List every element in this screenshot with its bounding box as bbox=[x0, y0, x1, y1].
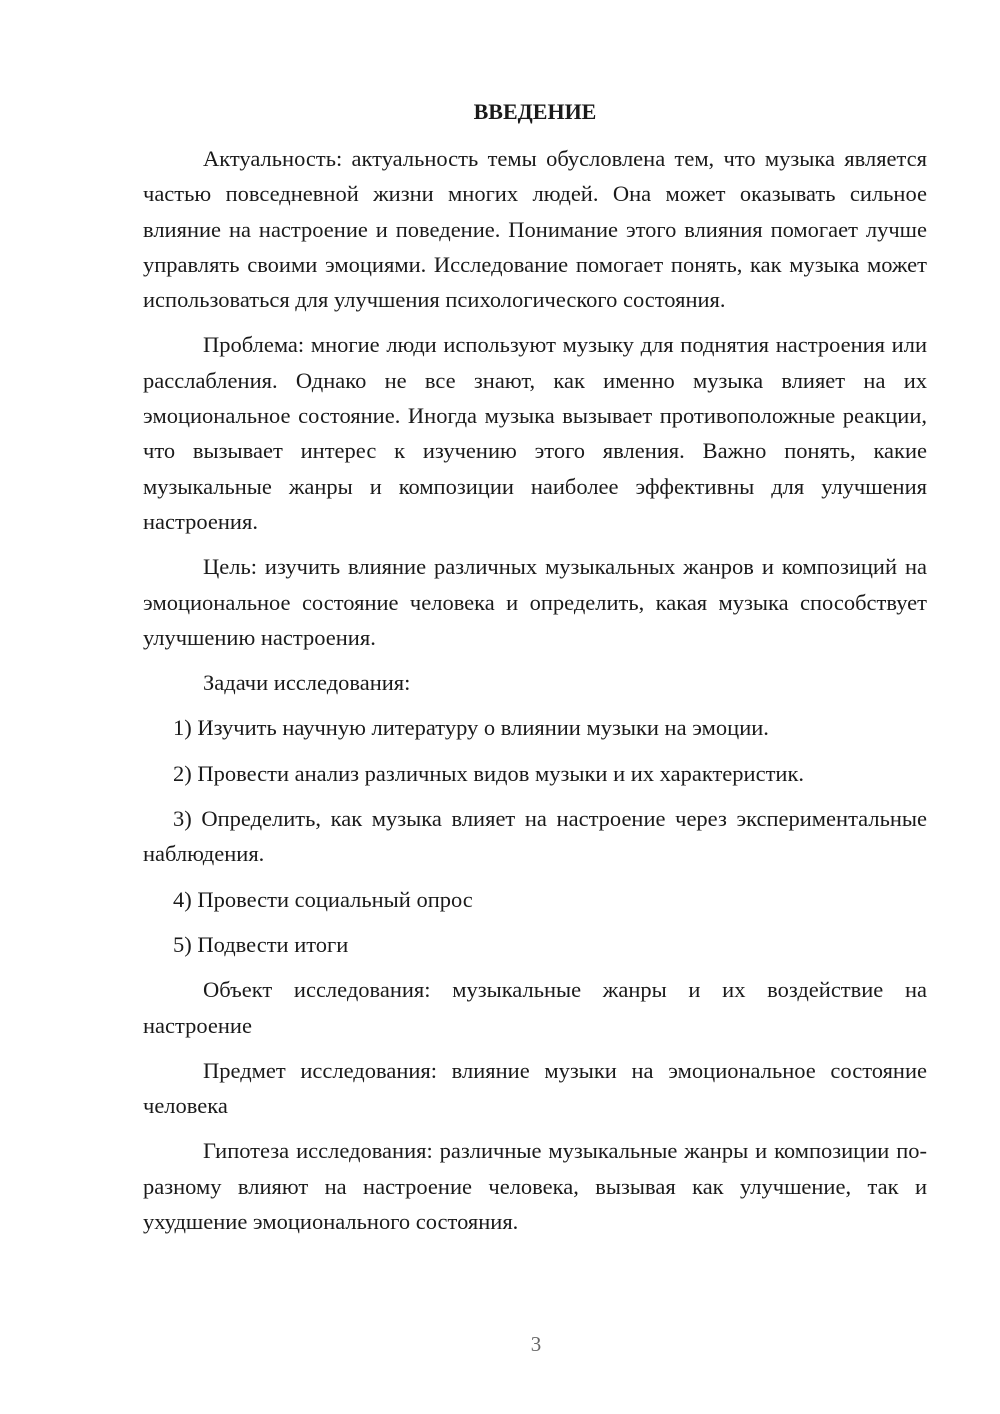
page-title: ВВЕДЕНИЕ bbox=[473, 99, 597, 124]
page-content bbox=[143, 94, 927, 1249]
task-item: 4) Провести социальный опрос bbox=[173, 886, 473, 912]
goal-paragraph: Цель: изучить влияние различных музыкальных жанров и композиций на эмоциональное состояние человека и определить, какая музыка способствует улучшению настроения. bbox=[143, 554, 927, 650]
task-item: 1) Изучить научную литературу о влиянии музыки на эмоции. bbox=[173, 715, 769, 741]
page-number: 3 bbox=[530, 1332, 542, 1356]
object-paragraph: Объект исследования: музыкальные жанры и их воздействие на настроение bbox=[143, 977, 927, 1038]
hypothesis-paragraph: Гипотеза исследования: различные музыкальные жанры и композиции по-разному влияют на настроение человека, вызывая как улучшение, так и ухудшение эмоционального состояния. bbox=[143, 1138, 927, 1235]
relevance-paragraph: Актуальность: актуальность темы обусловлена тем, что музыка является частью повседневной жизни многих людей. Она может оказывать сильное влияние на настроение и поведение. Понимание этого влияния помогает лучше управлять своими эмоциями. Исследование помогает понять, как музыка может использоваться для улучшения психологического состояния. bbox=[143, 146, 927, 313]
task-item: 5) Подвести итоги bbox=[173, 931, 349, 957]
problem-paragraph: Проблема: многие люди используют музыку для поднятия настроения или расслабления. Однако не все знают, как именно музыка влияет на их эмоциональное состояние. Иногда музыка вызывает противоположные реакции, что вызывает интерес к изучению этого явления. Важно понять, какие музыкальные жанры и композиции наиболее эффективны для улучшения настроения. bbox=[143, 332, 927, 534]
task-item: 2) Провести анализ различных видов музыки и их характеристик. bbox=[173, 760, 804, 786]
task-item: 3) Определить, как музыка влияет на настроение через экспериментальные наблюдения. bbox=[143, 806, 927, 867]
subject-paragraph: Предмет исследования: влияние музыки на эмоциональное состояние человека bbox=[143, 1057, 927, 1119]
tasks-heading: Задачи исследования: bbox=[203, 670, 411, 696]
